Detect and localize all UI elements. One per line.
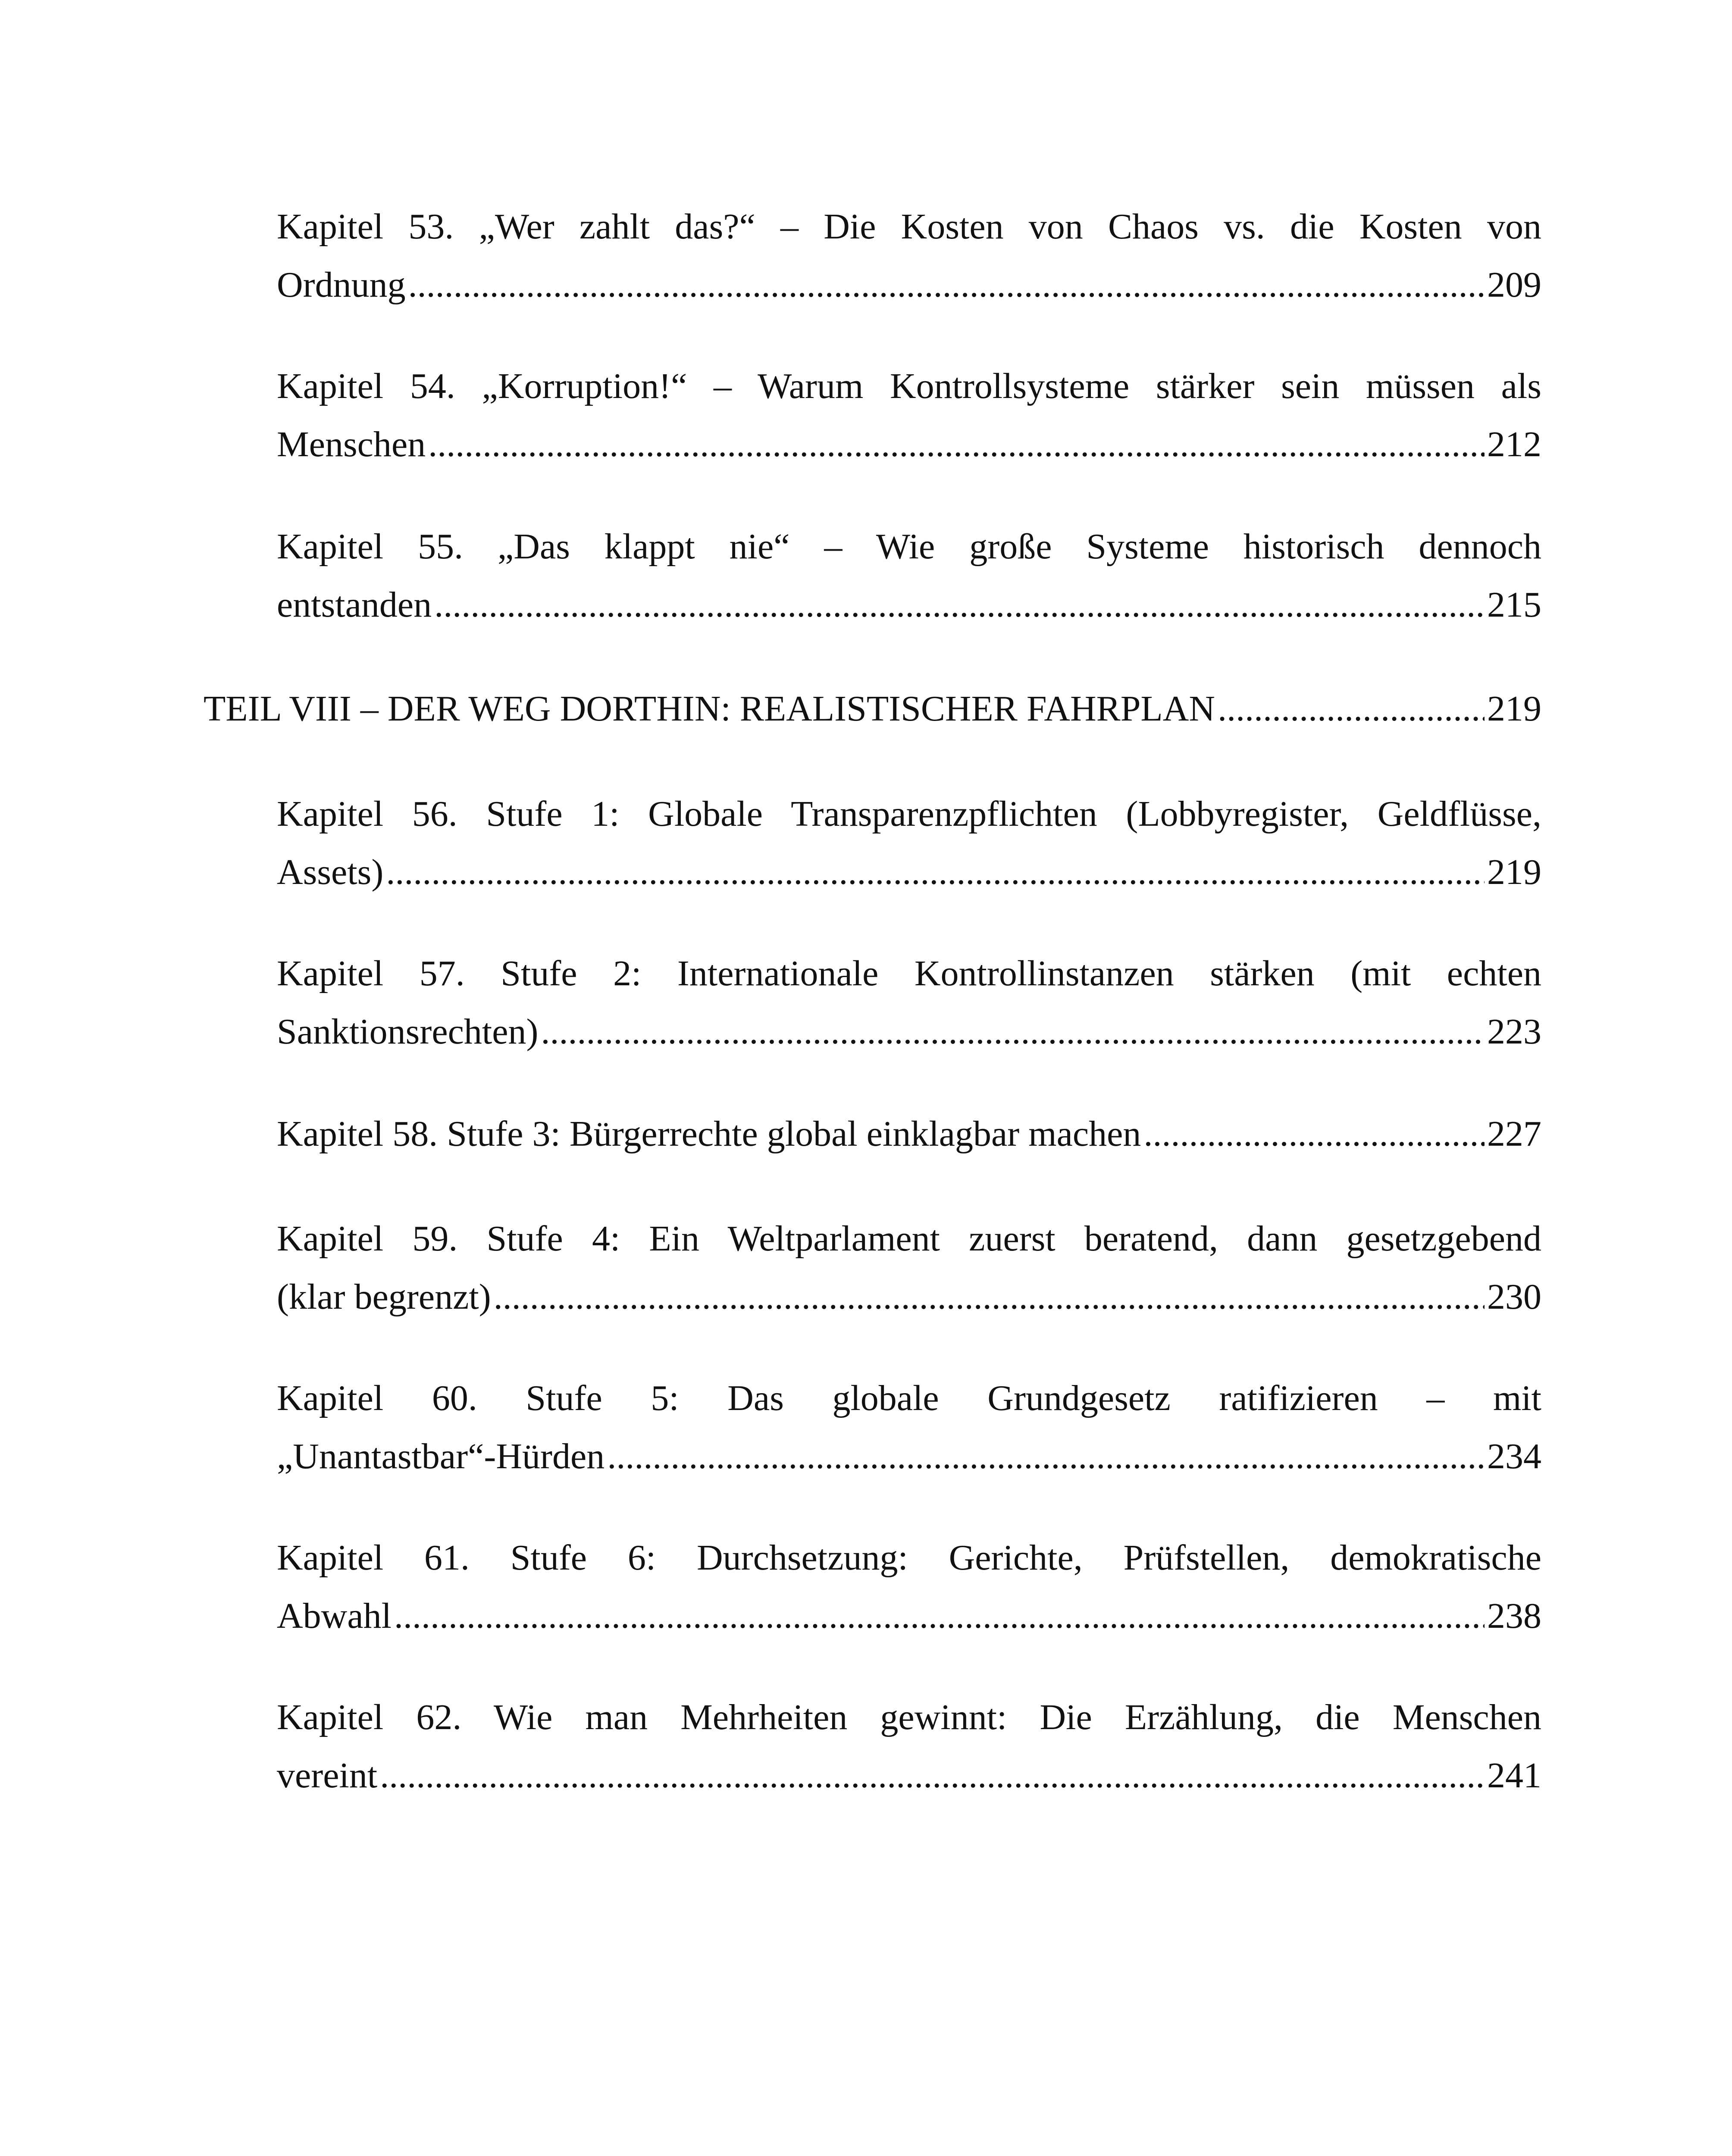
dot-leader [386,843,1485,901]
toc-page-number: 219 [1487,852,1541,892]
toc-entry-kapitel-60[interactable] [277,1369,1541,1485]
toc-page-number: 212 [1487,424,1541,464]
toc-entry-title: Kapitel 57. Stufe 2: Internationale Kontrollinstanzen stärken (mit echten [277,953,1541,993]
toc-page-number: 230 [1487,1277,1541,1317]
toc-page-number: 223 [1487,1012,1541,1052]
dot-leader [607,1427,1485,1485]
toc-entry-teil-viii[interactable] [204,680,1541,738]
dot-leader [494,1268,1485,1326]
toc-page-number: 219 [1487,689,1541,729]
toc-entry-title: Kapitel 56. Stufe 1: Globale Transparenzpflichten (Lobbyregister, Geldflüsse, [277,794,1541,834]
toc-entry-kapitel-61[interactable] [277,1529,1541,1645]
toc-page-number: 238 [1487,1596,1541,1636]
toc-entry-title-continued: Abwahl [277,1596,392,1636]
toc-entry-title-continued: (klar begrenzt) [277,1277,491,1317]
dot-leader [434,576,1485,634]
toc-entry-title: Kapitel 61. Stufe 6: Durchsetzung: Gerichte, Prüfstellen, demokratische [277,1538,1541,1578]
toc-entry-title-continued: Assets) [277,852,384,892]
toc-page-number: 209 [1487,265,1541,305]
toc-entry-title: Kapitel 58. Stufe 3: Bürgerrechte global einklagbar machen [277,1114,1141,1154]
toc-entry-kapitel-59[interactable] [277,1210,1541,1326]
toc-entry-kapitel-55[interactable] [277,517,1541,634]
toc-entry-title: Kapitel 59. Stufe 4: Ein Weltparlament zuerst beratend, dann gesetzgebend [277,1219,1541,1259]
toc-entry-title: Kapitel 53. „Wer zahlt das?“ – Die Kosten von Chaos vs. die Kosten von [277,207,1541,247]
toc-entry-title-continued: Menschen [277,424,426,464]
dot-leader [1218,680,1485,738]
toc-entry-title: Kapitel 55. „Das klappt nie“ – Wie große Systeme historisch dennoch [277,526,1541,567]
dot-leader [1143,1105,1485,1163]
toc-page-number: 215 [1487,585,1541,625]
toc-entry-kapitel-57[interactable] [277,944,1541,1061]
toc-entry-title: Kapitel 54. „Korruption!“ – Warum Kontrollsysteme stärker sein müssen als [277,366,1541,406]
toc-page-number: 227 [1487,1114,1541,1154]
toc-entry-title: Kapitel 62. Wie man Mehrheiten gewinnt: Die Erzählung, die Menschen [277,1697,1541,1737]
dot-leader [408,256,1485,314]
dot-leader [428,415,1485,473]
dot-leader [394,1587,1485,1645]
toc-entry-kapitel-54[interactable] [277,357,1541,473]
dot-leader [541,1003,1485,1061]
toc-entry-title-continued: vereint [277,1755,378,1796]
toc-entry-kapitel-56[interactable] [277,785,1541,901]
toc-entry-title: Kapitel 60. Stufe 5: Das globale Grundgesetz ratifizieren – mit [277,1378,1541,1418]
toc-entry-title-continued: „Unantastbar“-Hürden [277,1436,605,1476]
toc-part-title: TEIL VIII – DER WEG DORTHIN: REALISTISCHER FAHRPLAN [204,689,1215,729]
dot-leader [380,1746,1485,1805]
toc-page-number: 234 [1487,1436,1541,1476]
toc-entry-kapitel-58[interactable] [277,1105,1541,1163]
toc-entry-kapitel-62[interactable] [277,1688,1541,1805]
toc-entry-title-continued: Ordnung [277,265,406,305]
toc-entry-title-continued: entstanden [277,585,432,625]
toc-page-number: 241 [1487,1755,1541,1796]
toc-entry-title-continued: Sanktionsrechten) [277,1012,539,1052]
toc-entry-kapitel-53[interactable] [277,197,1541,314]
